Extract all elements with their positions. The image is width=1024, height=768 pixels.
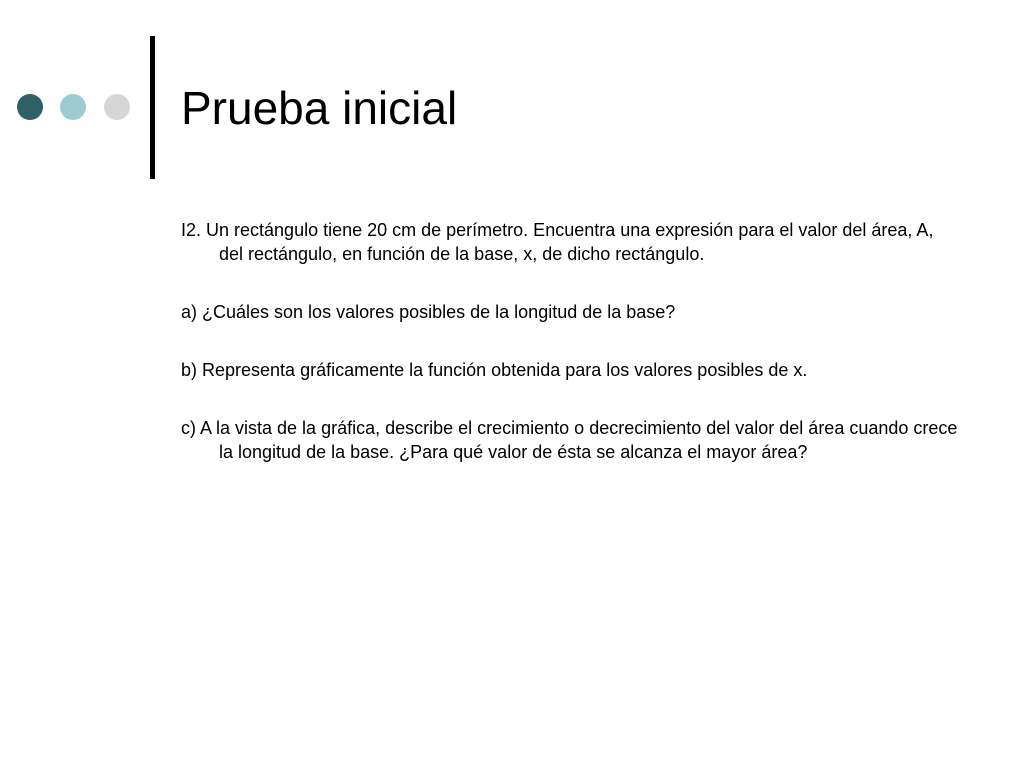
question-a: a) ¿Cuáles son los valores posibles de la longitud de la base? [181,302,676,322]
slide-body [181,218,961,498]
decorative-dot-light [60,94,86,120]
question-b: b) Representa gráficamente la función obtenida para los valores posibles de x. [181,360,808,380]
question-c: c) A la vista de la gráfica, describe el crecimiento o decrecimiento del valor del área cuando crece la longitud de la base. ¿Para qué valor de ésta se alcanza el mayor área? [181,418,958,462]
title-divider-bar [150,36,155,179]
slide-title: Prueba inicial [181,82,458,134]
question-i2: I2. Un rectángulo tiene 20 cm de perímetro. Encuentra una expresión para el valor del área, A, del rectángulo, en función de la base, x, de dicho rectángulo. [181,220,934,264]
decorative-dot-gray [104,94,130,120]
decorative-dot-dark [17,94,43,120]
